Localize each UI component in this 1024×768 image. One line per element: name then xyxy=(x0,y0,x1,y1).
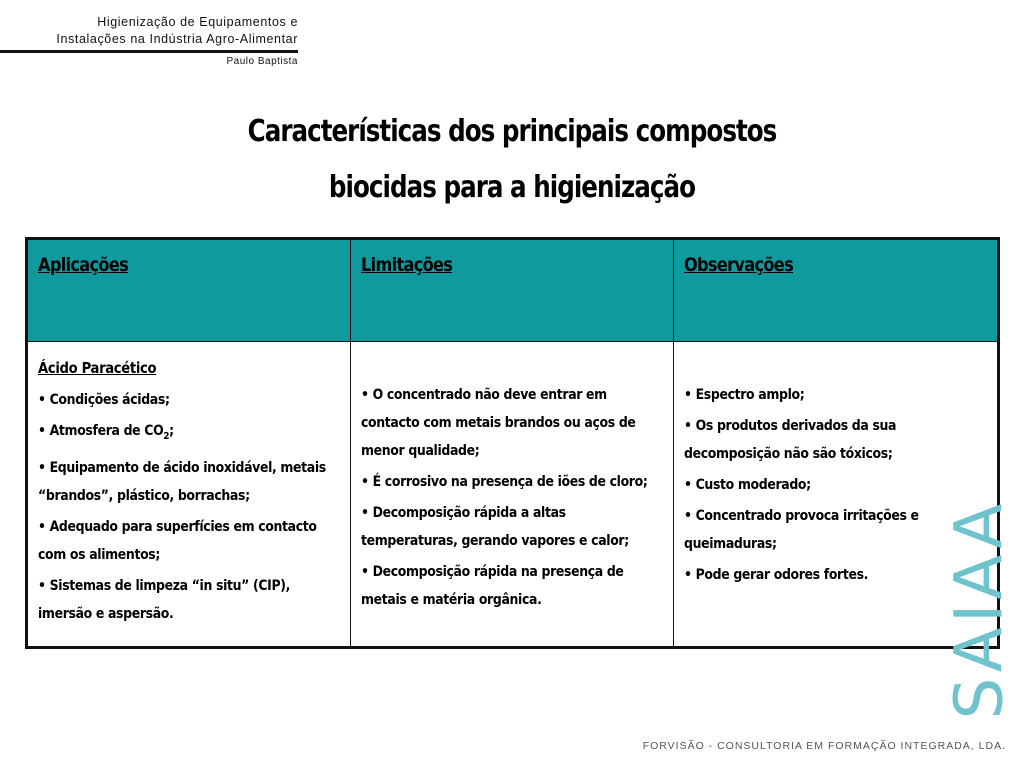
co2-text: • Atmosfera de CO xyxy=(38,423,164,439)
list-item: • Pode gerar odores fortes. xyxy=(684,567,869,583)
list-item: • Os produtos derivados da sua decomposição não são tóxicos; xyxy=(684,418,897,462)
list-item xyxy=(38,417,341,451)
list-item: • Condições ácidas; xyxy=(38,392,170,408)
co2-suffix: ; xyxy=(169,423,174,439)
biocides-table xyxy=(25,237,1000,649)
list-item: • Decomposição rápida a altas temperaturas, gerando vapores e calor; xyxy=(360,505,629,549)
list-item: • Adequado para superfícies em contacto com os alimentos; xyxy=(38,518,317,563)
list-item: • Custo moderado; xyxy=(684,477,812,493)
header-divider xyxy=(0,50,298,53)
cell-limitacoes xyxy=(350,342,674,648)
cell-aplicacoes xyxy=(27,342,351,648)
column-header-limitacoes xyxy=(350,239,674,342)
list-item: • Concentrado provoca irritações e queimaduras; xyxy=(684,508,920,552)
column-header-aplicacoes xyxy=(27,239,351,342)
list-item: • O concentrado não deve entrar em contacto com metais brandos ou aços de menor qualidade; xyxy=(360,387,636,459)
table-header-row xyxy=(27,239,999,342)
header-author: Paulo Baptista xyxy=(226,56,298,67)
column-header-label: Limitações xyxy=(360,254,452,276)
page-title-line-2: biocidas para a higienização xyxy=(328,170,696,205)
page-title-line-1: Características dos principais compostos xyxy=(247,114,777,149)
column-header-label: Aplicações xyxy=(38,254,129,276)
header-title-line-1: Higienização de Equipamentos e xyxy=(97,15,298,29)
list-item: • Espectro amplo; xyxy=(684,387,805,403)
list-item: • Equipamento de ácido inoxidável, metais “brandos”, plástico, borrachas; xyxy=(38,459,326,504)
header-title-line-2: Instalações na Indústria Agro-Alimentar xyxy=(56,32,298,46)
co2-subscript: 2 xyxy=(163,430,170,442)
list-item: • Decomposição rápida na presença de metais e matéria orgânica. xyxy=(360,564,624,608)
footer-company: FORVISÃO - CONSULTORIA EM FORMAÇÃO INTEGRADA, LDA. xyxy=(642,740,1006,752)
list-item: • É corrosivo na presença de iões de cloro; xyxy=(360,474,648,490)
table-row xyxy=(27,342,999,648)
column-header-label: Observações xyxy=(684,254,794,276)
column-header-observacoes xyxy=(674,239,999,342)
compound-name: Ácido Paracético xyxy=(38,359,157,377)
list-item: • Sistemas de limpeza “in situ” (CIP), imersão e aspersão. xyxy=(38,577,291,622)
logo-text: SAIAA xyxy=(940,499,1018,720)
page-title xyxy=(92,104,932,216)
saiaa-logo xyxy=(940,499,1018,720)
header-block xyxy=(0,14,298,48)
